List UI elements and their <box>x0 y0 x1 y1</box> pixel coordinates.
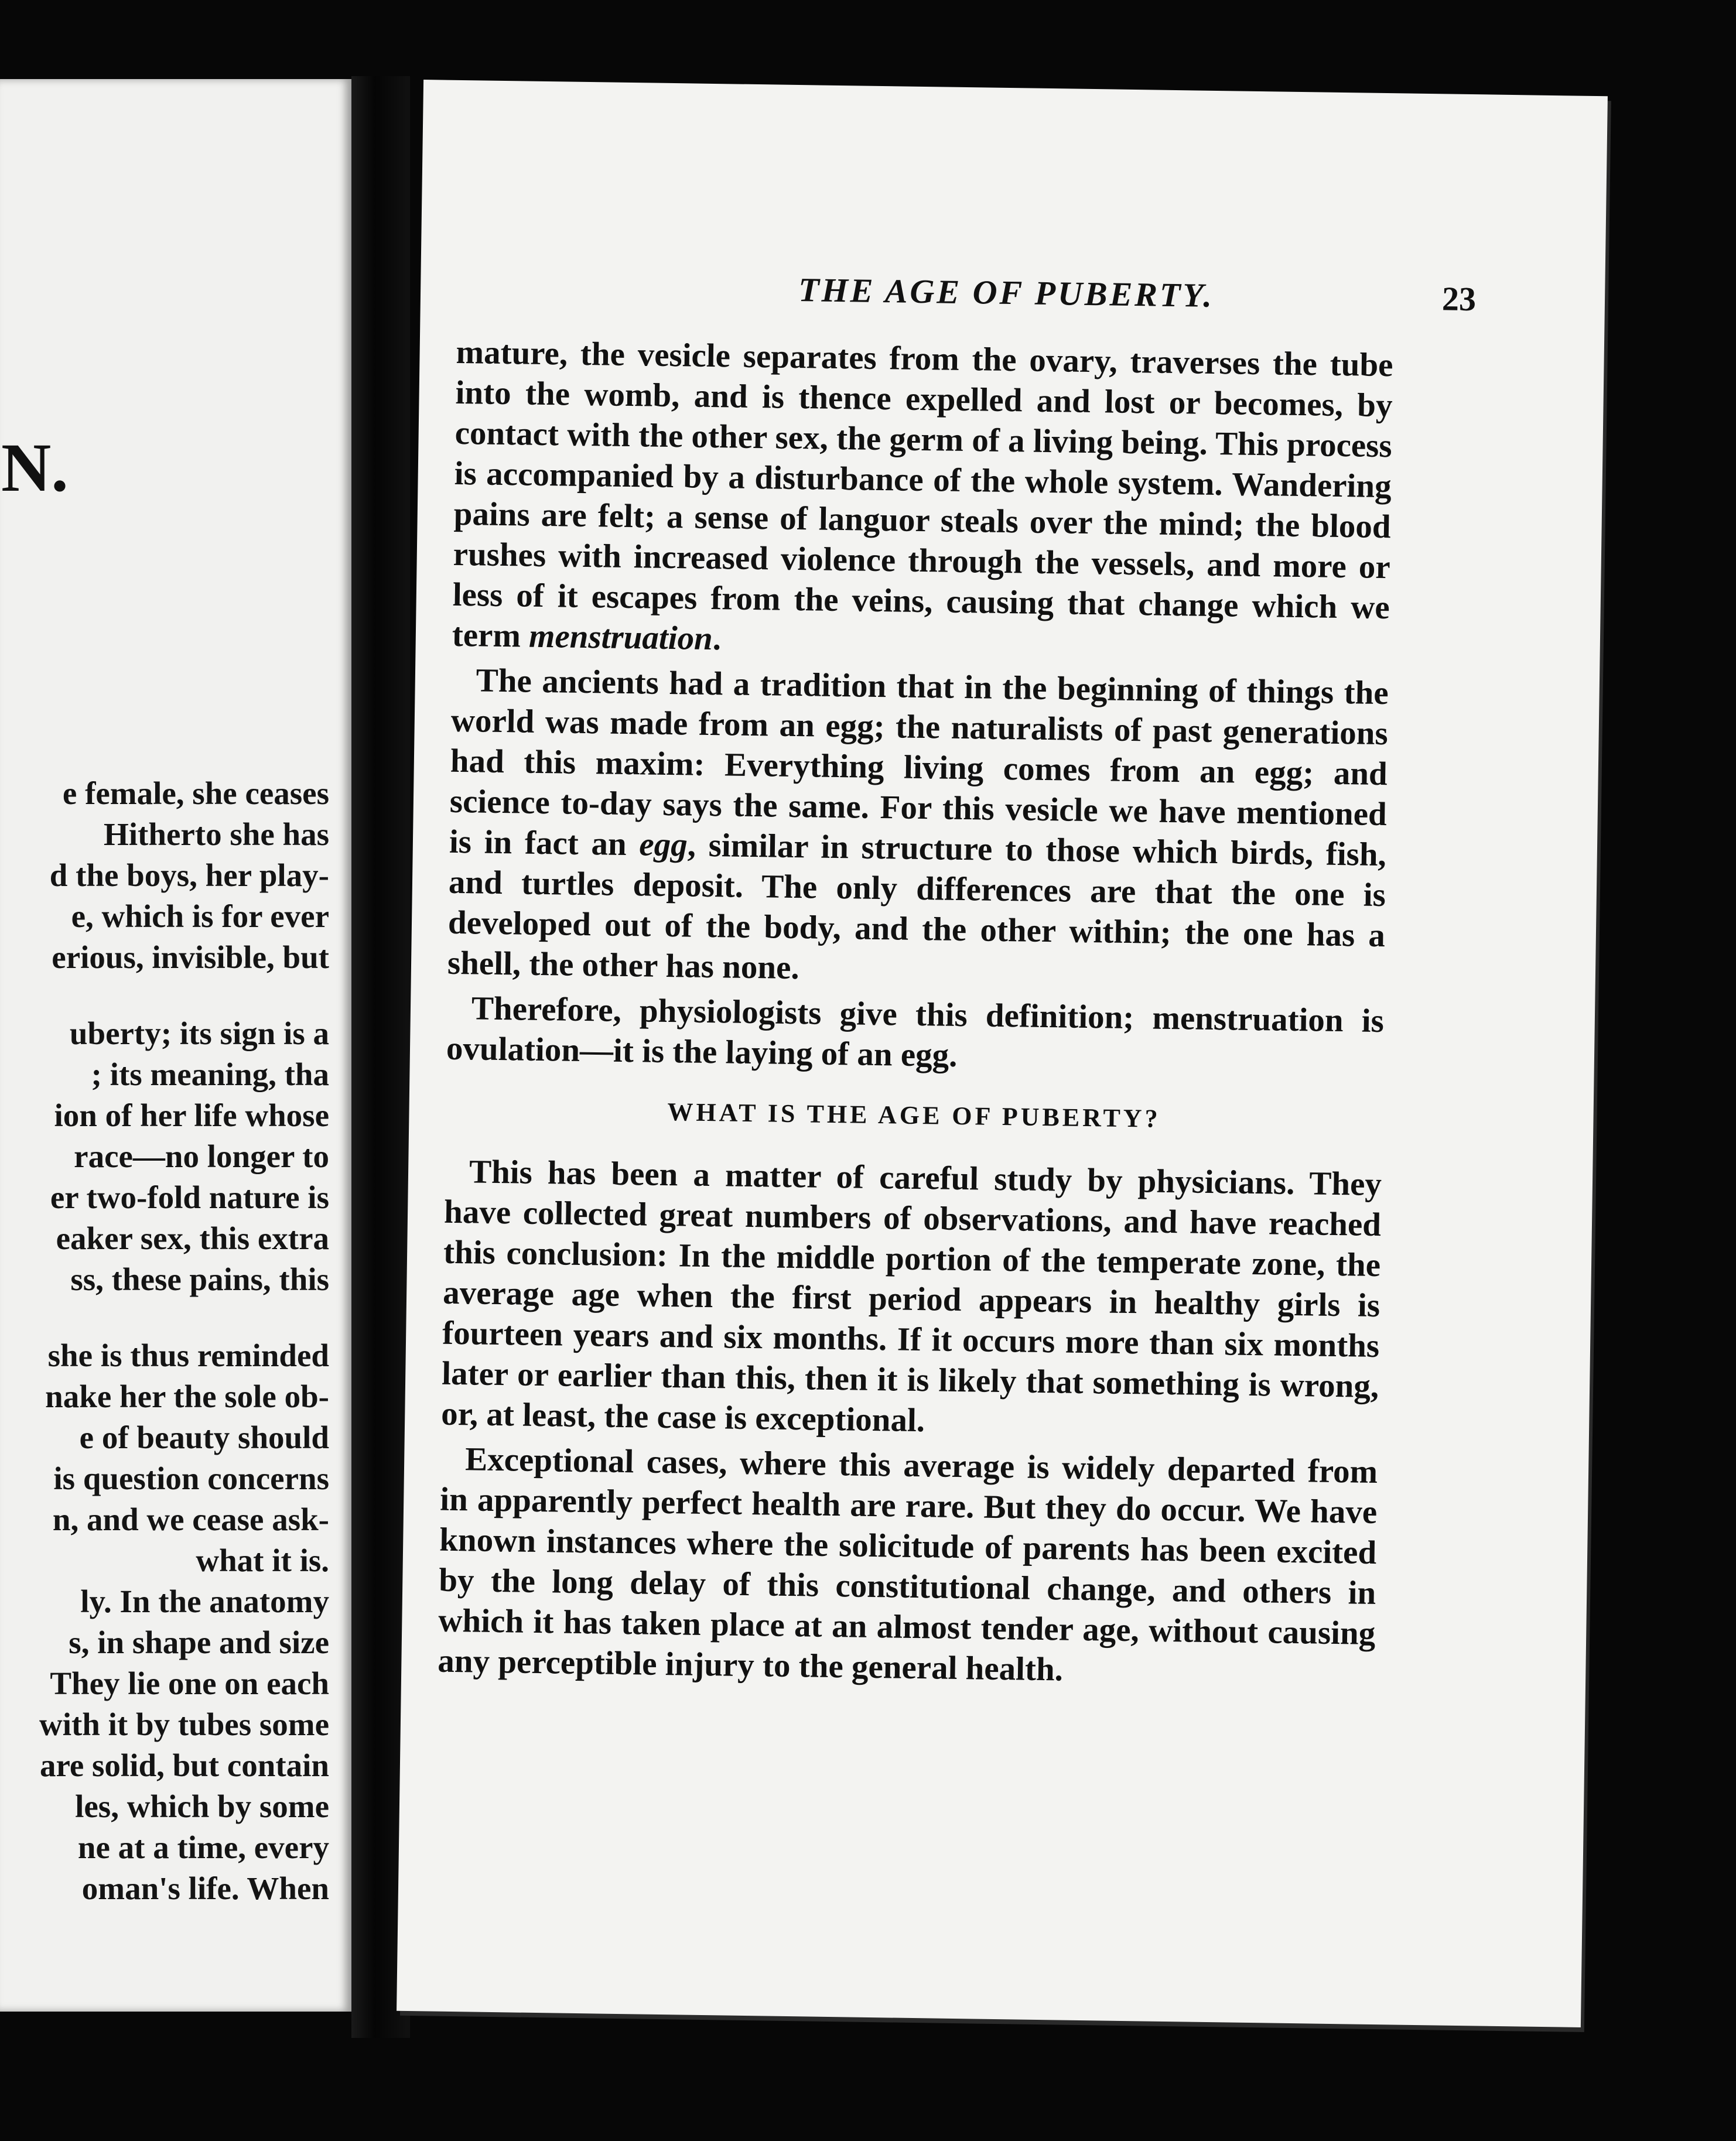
paragraph-5: Exceptional cases, where this average is widely departed from in apparently perfect health are rare. But they do occur. We have known instances where the solicitude of parents has been excited by the long delay of this constitutional change, and others in which it has taken place at an almost tender age, without causing any perceptible injury to the general health. <box>437 1441 1378 1688</box>
left-line: e, which is for ever <box>71 898 329 934</box>
left-line: oman's life. When <box>81 1870 329 1906</box>
left-line: with it by tubes some <box>39 1706 329 1742</box>
left-line: They lie one on each <box>50 1665 329 1701</box>
left-line: race—no longer to <box>74 1138 329 1174</box>
paragraph-2 <box>447 660 1389 996</box>
paragraph-4: This has been a matter of careful study by physicians. They have collected great numbers of observations, and have reached this conclusion: In the middle portion of the temperate zone, the average age when the first period appears in healthy girls is fourteen years and six months. If it occurs more than six months later or earlier than this, then it is likely that something is wrong, or, at least, the case is exceptional. <box>440 1153 1382 1439</box>
left-line: is question concerns <box>53 1461 329 1496</box>
left-line: are solid, but contain <box>39 1747 329 1783</box>
paragraph-1-end: . <box>712 620 722 658</box>
left-line: ; its meaning, tha <box>91 1056 329 1092</box>
paragraph-1 <box>452 332 1393 668</box>
left-line: e female, she ceases <box>62 775 329 811</box>
left-line: ly. In the anatomy <box>80 1583 329 1619</box>
left-line: uberty; its sign is a <box>69 1015 329 1051</box>
left-line: n, and we cease ask- <box>52 1502 329 1537</box>
section-heading: WHAT IS THE AGE OF PUBERTY? <box>667 1097 1161 1133</box>
body-text <box>438 332 1393 1699</box>
left-line: er two-fold nature is <box>50 1179 329 1215</box>
left-page-text-lines <box>0 773 329 1909</box>
left-line: ion of her life whose <box>54 1097 329 1133</box>
left-line: ne at a time, every <box>77 1829 329 1865</box>
left-line: erious, invisible, but <box>52 939 329 975</box>
left-line-gap <box>0 978 329 1013</box>
page-number: 23 <box>1441 279 1477 319</box>
left-line: s, in shape and size <box>69 1624 329 1660</box>
left-line: les, which by some <box>75 1788 329 1824</box>
left-line: e of beauty should <box>79 1420 329 1455</box>
paragraph-2-rest: , similar in structure to those which birds, fish, and turtles deposit. The only differences are that the one is developed out of the body, and the other within; the one has a shell, the other has none. <box>447 826 1387 987</box>
left-page-fragment <box>0 79 351 2012</box>
paragraph-2-text: The ancients had a tradition that in the beginning of things the world was made from an egg; the naturalists of past generations had this maxim: Everything living comes from an egg; and science to-day says the same. For this vesicle we have mentioned is in fact an <box>449 662 1389 863</box>
running-head: THE AGE OF PUBERTY. <box>798 271 1215 314</box>
paragraph-3: Therefore, physiologists give this definition; menstruation is ovulation—it is the laying of an egg. <box>446 990 1385 1074</box>
left-line: ss, these pains, this <box>70 1261 329 1297</box>
left-line: eaker sex, this extra <box>56 1220 329 1256</box>
page-header <box>421 261 1605 324</box>
paragraph-1-text: mature, the vesicle separates from the ovary, traverses the tube into the womb, and is thence expelled and lost or becomes, by contact with the other sex, the germ of a living being. This process is accompanied by a disturbance of the whole system. Wandering pains are felt; a sense of languor steals over the mind; the blood rushes with increased violence through the vessels, and more or less of it escapes from the veins, causing that change which we term <box>452 333 1393 655</box>
left-line-gap <box>0 1300 329 1335</box>
italic-menstruation: menstruation <box>528 617 713 658</box>
left-chapter-heading-fragment: N. <box>1 429 69 506</box>
italic-egg: egg <box>638 826 688 864</box>
left-line: she is thus reminded <box>47 1338 329 1373</box>
left-line: Hitherto she has <box>104 816 329 852</box>
left-line: d the boys, her play- <box>49 857 329 893</box>
right-page <box>397 80 1608 2027</box>
left-line: nake her the sole ob- <box>45 1379 329 1414</box>
left-line: what it is. <box>196 1543 329 1578</box>
